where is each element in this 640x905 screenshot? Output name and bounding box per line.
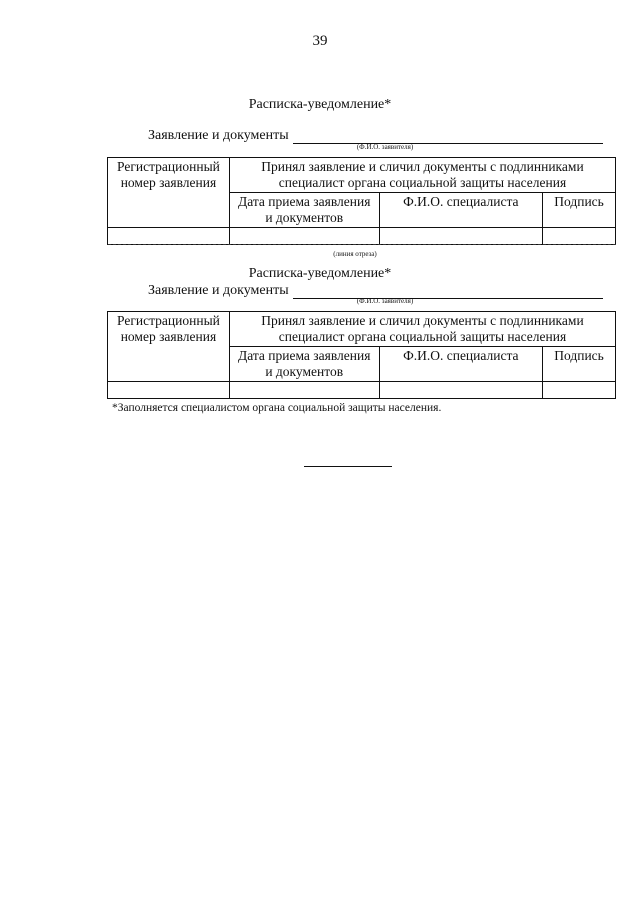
specialist-name-cell-1 — [379, 228, 543, 245]
receipt-title-2: Расписка-уведомление* — [248, 266, 392, 281]
applicant-caption-2: (Ф.И.О. заявителя) — [356, 297, 414, 305]
applicant-row-1 — [148, 128, 603, 144]
accepted-header-2: Принял заявление и сличил документы с подлинниками специалист органа социальной защиты населения — [229, 312, 615, 347]
signature-header-2: Подпись — [543, 347, 616, 382]
receipt-table-1 — [107, 157, 616, 245]
applicant-blank-line-2 — [293, 284, 603, 299]
receipt-table-2 — [107, 311, 616, 399]
signature-cell-2 — [543, 382, 616, 399]
receipt-title-1: Расписка-уведомление* — [248, 97, 392, 112]
page-number: 39 — [312, 33, 328, 49]
reg-number-header-1: Регистрационный номер заявления — [108, 158, 230, 228]
reg-number-header-2: Регистрационный номер заявления — [108, 312, 230, 382]
end-rule — [304, 466, 392, 467]
specialist-name-header-1: Ф.И.О. специалиста — [379, 193, 543, 228]
footnote: *Заполняется специалистом органа социальной защиты населения. — [112, 402, 442, 414]
reg-number-cell-1 — [108, 228, 230, 245]
specialist-name-cell-2 — [379, 382, 543, 399]
accepted-header-1: Принял заявление и сличил документы с подлинниками специалист органа социальной защиты населения — [229, 158, 615, 193]
applicant-blank-line-1 — [293, 129, 603, 144]
signature-cell-1 — [543, 228, 616, 245]
applicant-caption-1: (Ф.И.О. заявителя) — [356, 143, 414, 151]
reg-number-cell-2 — [108, 382, 230, 399]
signature-header-1: Подпись — [543, 193, 616, 228]
applicant-label-2: Заявление и документы — [148, 283, 289, 298]
cut-line — [108, 244, 616, 245]
specialist-name-header-2: Ф.И.О. специалиста — [379, 347, 543, 382]
applicant-label-1: Заявление и документы — [148, 128, 289, 143]
cut-line-caption: (линия отреза) — [333, 250, 377, 258]
date-received-cell-2 — [229, 382, 379, 399]
date-received-header-2: Дата приема заявления и документов — [229, 347, 379, 382]
date-received-header-1: Дата приема заявления и документов — [229, 193, 379, 228]
date-received-cell-1 — [229, 228, 379, 245]
